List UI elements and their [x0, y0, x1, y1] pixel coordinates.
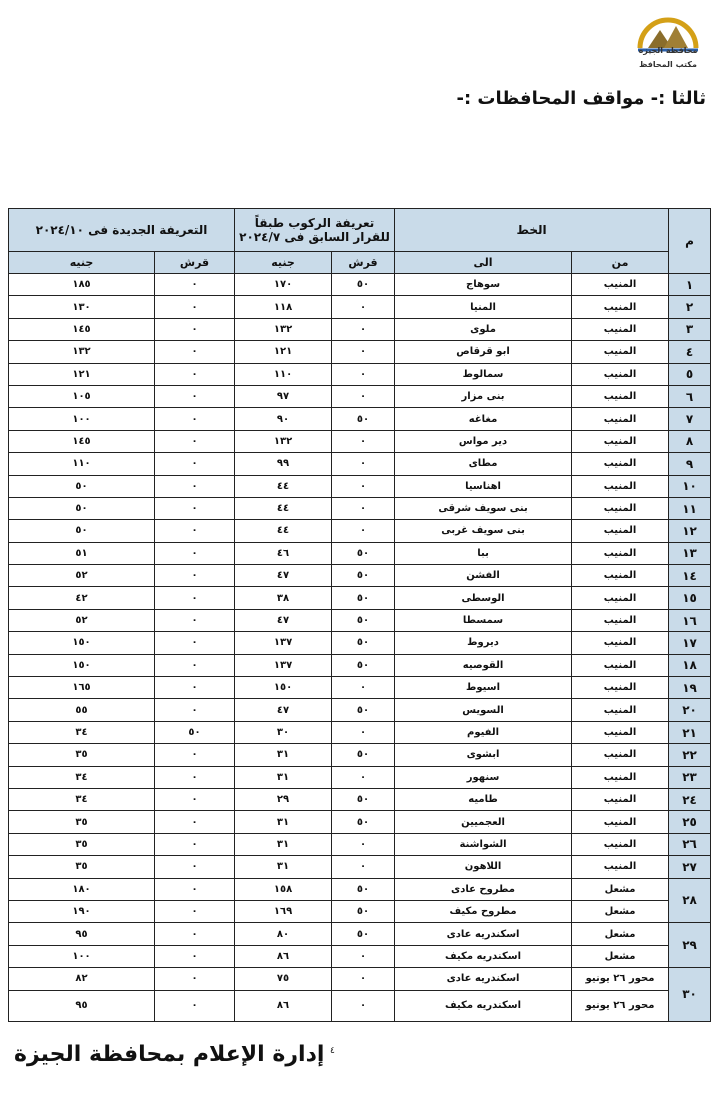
old-qirsh-cell: ٠: [332, 363, 395, 385]
row-number: ٣٠: [669, 968, 711, 1021]
from-cell: المنيب: [572, 497, 669, 519]
old-pound-cell: ١٣٧: [235, 632, 332, 654]
to-cell: سمالوط: [395, 363, 572, 385]
from-cell: المنيب: [572, 542, 669, 564]
row-number: ١٩: [669, 677, 711, 699]
row-number: ٣: [669, 318, 711, 340]
from-cell: المنيب: [572, 721, 669, 743]
old-qirsh-cell: ٠: [332, 520, 395, 542]
old-qirsh-cell: ٠: [332, 677, 395, 699]
from-cell: المنيب: [572, 788, 669, 810]
new-qirsh-cell: ٠: [155, 766, 235, 788]
logo-caption-office: مكتب المحافظ: [639, 60, 697, 69]
old-pound-cell: ١٣٢: [235, 318, 332, 340]
to-cell: بنى سويف شرقى: [395, 497, 572, 519]
new-pound-cell: ٣٤: [9, 788, 155, 810]
new-qirsh-cell: ٠: [155, 497, 235, 519]
to-cell: القوصيه: [395, 654, 572, 676]
to-cell: اسكندريه عادى: [395, 923, 572, 945]
old-qirsh-cell: ٠: [332, 475, 395, 497]
from-cell: المنيب: [572, 766, 669, 788]
new-pound-cell: ١٠٠: [9, 408, 155, 430]
table-row: [9, 296, 711, 318]
row-number: ٢٦: [669, 833, 711, 855]
row-number: ٢٩: [669, 923, 711, 968]
header-to: الى: [395, 252, 572, 274]
row-number: ١٢: [669, 520, 711, 542]
to-cell: اسيوط: [395, 677, 572, 699]
new-qirsh-cell: ٠: [155, 565, 235, 587]
to-cell: الفشن: [395, 565, 572, 587]
to-cell: السويس: [395, 699, 572, 721]
old-qirsh-cell: ٥٠: [332, 408, 395, 430]
row-number: ١١: [669, 497, 711, 519]
old-qirsh-cell: ٠: [332, 430, 395, 452]
to-cell: اسكندريه مكيف: [395, 945, 572, 967]
from-cell: المنيب: [572, 341, 669, 363]
new-pound-cell: ١٥٠: [9, 654, 155, 676]
new-qirsh-cell: ٠: [155, 542, 235, 564]
new-pound-cell: ٨٢: [9, 968, 155, 990]
from-cell: المنيب: [572, 632, 669, 654]
old-pound-cell: ٩٧: [235, 385, 332, 407]
old-pound-cell: ٨٠: [235, 923, 332, 945]
old-pound-cell: ٤٤: [235, 497, 332, 519]
new-qirsh-cell: ٠: [155, 274, 235, 296]
to-cell: الوسطى: [395, 587, 572, 609]
old-qirsh-cell: ٥٠: [332, 274, 395, 296]
table-row: [9, 699, 711, 721]
row-number: ٢: [669, 296, 711, 318]
to-cell: مغاغه: [395, 408, 572, 430]
table-row: [9, 654, 711, 676]
header-new-pound: جنيه: [9, 252, 155, 274]
old-pound-cell: ٣١: [235, 744, 332, 766]
old-pound-cell: ١٣٢: [235, 430, 332, 452]
header-from: من: [572, 252, 669, 274]
old-qirsh-cell: ٠: [332, 497, 395, 519]
table-row: [9, 363, 711, 385]
old-qirsh-cell: ٠: [332, 833, 395, 855]
old-qirsh-cell: ٥٠: [332, 565, 395, 587]
table-row: [9, 274, 711, 296]
from-cell: المنيب: [572, 453, 669, 475]
to-cell: ملوى: [395, 318, 572, 340]
old-qirsh-cell: ٥٠: [332, 609, 395, 631]
new-pound-cell: ٥٠: [9, 497, 155, 519]
new-pound-cell: ٩٥: [9, 923, 155, 945]
old-qirsh-cell: ٥٠: [332, 900, 395, 922]
new-qirsh-cell: ٠: [155, 856, 235, 878]
from-cell: المنيب: [572, 408, 669, 430]
to-cell: الفيوم: [395, 721, 572, 743]
new-pound-cell: ١٥٠: [9, 632, 155, 654]
old-pound-cell: ٤٤: [235, 520, 332, 542]
to-cell: ببا: [395, 542, 572, 564]
to-cell: سوهاج: [395, 274, 572, 296]
new-qirsh-cell: ٠: [155, 408, 235, 430]
table-row: [9, 453, 711, 475]
from-cell: مشعل: [572, 878, 669, 900]
header-new-fare: التعريفة الجديدة فى ٢٠٢٤/١٠: [9, 209, 235, 252]
from-cell: المنيب: [572, 699, 669, 721]
from-cell: المنيب: [572, 833, 669, 855]
from-cell: المنيب: [572, 318, 669, 340]
new-pound-cell: ٣٥: [9, 744, 155, 766]
new-pound-cell: ٤٢: [9, 587, 155, 609]
old-qirsh-cell: ٠: [332, 721, 395, 743]
table-row: [9, 811, 711, 833]
table-row: [9, 475, 711, 497]
old-qirsh-cell: ٠: [332, 296, 395, 318]
from-cell: المنيب: [572, 811, 669, 833]
old-pound-cell: ٣١: [235, 811, 332, 833]
old-pound-cell: ٤٧: [235, 565, 332, 587]
old-pound-cell: ١٦٩: [235, 900, 332, 922]
row-number: ١٣: [669, 542, 711, 564]
new-pound-cell: ٥١: [9, 542, 155, 564]
old-qirsh-cell: ٠: [332, 341, 395, 363]
fares-table: [8, 208, 711, 1022]
row-number: ٩: [669, 453, 711, 475]
fares-table-container: [8, 208, 710, 1011]
to-cell: سمسطا: [395, 609, 572, 631]
new-qirsh-cell: ٠: [155, 923, 235, 945]
from-cell: المنيب: [572, 296, 669, 318]
old-qirsh-cell: ٥٠: [332, 542, 395, 564]
table-row: [9, 788, 711, 810]
new-qirsh-cell: ٠: [155, 900, 235, 922]
old-pound-cell: ٩٠: [235, 408, 332, 430]
from-cell: المنيب: [572, 677, 669, 699]
table-row: [9, 878, 711, 900]
old-pound-cell: ١٥٠: [235, 677, 332, 699]
to-cell: بنى مزار: [395, 385, 572, 407]
from-cell: محور ٢٦ يونيو: [572, 968, 669, 990]
row-number: ١٥: [669, 587, 711, 609]
new-pound-cell: ٣٥: [9, 833, 155, 855]
old-pound-cell: ١١٨: [235, 296, 332, 318]
to-cell: ابشوى: [395, 744, 572, 766]
table-row: [9, 900, 711, 922]
row-number: ٢٤: [669, 788, 711, 810]
row-number: ٧: [669, 408, 711, 430]
old-pound-cell: ٣٨: [235, 587, 332, 609]
from-cell: محور ٢٦ يونيو: [572, 990, 669, 1021]
old-pound-cell: ٤٧: [235, 609, 332, 631]
new-pound-cell: ١٨٥: [9, 274, 155, 296]
old-pound-cell: ٨٦: [235, 990, 332, 1021]
old-qirsh-cell: ٥٠: [332, 923, 395, 945]
old-qirsh-cell: ٠: [332, 990, 395, 1021]
new-pound-cell: ١٦٥: [9, 677, 155, 699]
to-cell: بنى سويف غربى: [395, 520, 572, 542]
to-cell: ابو قرقاص: [395, 341, 572, 363]
new-qirsh-cell: ٠: [155, 990, 235, 1021]
section-title-text: ثالثا :- مواقف المحافظات :-: [456, 88, 706, 109]
table-row: [9, 833, 711, 855]
new-qirsh-cell: ٠: [155, 587, 235, 609]
from-cell: المنيب: [572, 856, 669, 878]
header-new-qirsh: قرش: [155, 252, 235, 274]
row-number: ١٧: [669, 632, 711, 654]
old-pound-cell: ٧٥: [235, 968, 332, 990]
row-number: ٢٢: [669, 744, 711, 766]
row-number: ١٤: [669, 565, 711, 587]
table-row: [9, 587, 711, 609]
from-cell: المنيب: [572, 744, 669, 766]
row-number: ٥: [669, 363, 711, 385]
page-number: ٤: [330, 1046, 335, 1056]
from-cell: المنيب: [572, 520, 669, 542]
new-qirsh-cell: ٥٠: [155, 721, 235, 743]
new-pound-cell: ٩٥: [9, 990, 155, 1021]
table-row: [9, 542, 711, 564]
table-row: [9, 341, 711, 363]
from-cell: المنيب: [572, 274, 669, 296]
new-qirsh-cell: ٠: [155, 453, 235, 475]
row-number: ١٨: [669, 654, 711, 676]
row-number: ٢٥: [669, 811, 711, 833]
from-cell: المنيب: [572, 475, 669, 497]
new-pound-cell: ١٤٥: [9, 430, 155, 452]
old-qirsh-cell: ٥٠: [332, 632, 395, 654]
to-cell: اهناسيا: [395, 475, 572, 497]
new-qirsh-cell: ٠: [155, 318, 235, 340]
header-num: م: [669, 209, 711, 274]
new-pound-cell: ١٤٥: [9, 318, 155, 340]
footer-text: إدارة الإعلام بمحافظة الجيزة: [14, 1042, 325, 1067]
to-cell: ديروط: [395, 632, 572, 654]
to-cell: دير مواس: [395, 430, 572, 452]
header-line: الخط: [395, 209, 669, 252]
row-number: ٢٧: [669, 856, 711, 878]
table-row: [9, 923, 711, 945]
new-qirsh-cell: ٠: [155, 609, 235, 631]
row-number: ٢٣: [669, 766, 711, 788]
to-cell: العجميين: [395, 811, 572, 833]
new-pound-cell: ٣٥: [9, 811, 155, 833]
new-qirsh-cell: ٠: [155, 632, 235, 654]
to-cell: المنيا: [395, 296, 572, 318]
new-qirsh-cell: ٠: [155, 811, 235, 833]
new-qirsh-cell: ٠: [155, 520, 235, 542]
new-qirsh-cell: ٠: [155, 677, 235, 699]
table-row: [9, 632, 711, 654]
new-pound-cell: ٥٢: [9, 609, 155, 631]
new-pound-cell: ١٠٠: [9, 945, 155, 967]
to-cell: الشواشنة: [395, 833, 572, 855]
new-pound-cell: ١٣٠: [9, 296, 155, 318]
new-qirsh-cell: ٠: [155, 430, 235, 452]
old-qirsh-cell: ٥٠: [332, 878, 395, 900]
new-qirsh-cell: ٠: [155, 968, 235, 990]
row-number: ٤: [669, 341, 711, 363]
row-number: ٢١: [669, 721, 711, 743]
new-qirsh-cell: ٠: [155, 475, 235, 497]
table-row: [9, 677, 711, 699]
old-pound-cell: ٤٤: [235, 475, 332, 497]
to-cell: طاميه: [395, 788, 572, 810]
new-qirsh-cell: ٠: [155, 833, 235, 855]
new-qirsh-cell: ٠: [155, 363, 235, 385]
old-qirsh-cell: ٥٠: [332, 788, 395, 810]
to-cell: مطروح عادى: [395, 878, 572, 900]
to-cell: اسكندريه عادى: [395, 968, 572, 990]
new-qirsh-cell: ٠: [155, 744, 235, 766]
new-pound-cell: ٥٢: [9, 565, 155, 587]
new-qirsh-cell: ٠: [155, 654, 235, 676]
to-cell: مطروح مكيف: [395, 900, 572, 922]
old-pound-cell: ٤٦: [235, 542, 332, 564]
row-number: ٢٨: [669, 878, 711, 923]
new-qirsh-cell: ٠: [155, 945, 235, 967]
from-cell: مشعل: [572, 923, 669, 945]
new-pound-cell: ٥٠: [9, 520, 155, 542]
header-old-qirsh: قرش: [332, 252, 395, 274]
old-qirsh-cell: ٥٠: [332, 744, 395, 766]
old-pound-cell: ١١٠: [235, 363, 332, 385]
from-cell: المنيب: [572, 654, 669, 676]
to-cell: اسكندريه مكيف: [395, 990, 572, 1021]
logo-caption-governorate: محافظة الجيزة: [638, 46, 698, 55]
old-qirsh-cell: ٥٠: [332, 699, 395, 721]
new-pound-cell: ١٩٠: [9, 900, 155, 922]
old-qirsh-cell: ٠: [332, 945, 395, 967]
old-pound-cell: ٢٩: [235, 788, 332, 810]
old-pound-cell: ٣١: [235, 833, 332, 855]
table-row: [9, 766, 711, 788]
to-cell: سنهور: [395, 766, 572, 788]
section-title: [456, 88, 706, 109]
new-pound-cell: ٥٠: [9, 475, 155, 497]
old-pound-cell: ٩٩: [235, 453, 332, 475]
old-pound-cell: ٨٦: [235, 945, 332, 967]
old-pound-cell: ١٣٧: [235, 654, 332, 676]
new-pound-cell: ٣٤: [9, 721, 155, 743]
new-qirsh-cell: ٠: [155, 699, 235, 721]
from-cell: المنيب: [572, 430, 669, 452]
old-pound-cell: ١٧٠: [235, 274, 332, 296]
old-pound-cell: ١٢١: [235, 341, 332, 363]
table-row: [9, 609, 711, 631]
from-cell: مشعل: [572, 900, 669, 922]
row-number: ٨: [669, 430, 711, 452]
row-number: ٦: [669, 385, 711, 407]
new-pound-cell: ٣٥: [9, 856, 155, 878]
new-qirsh-cell: ٠: [155, 385, 235, 407]
new-qirsh-cell: ٠: [155, 878, 235, 900]
old-qirsh-cell: ٥٠: [332, 654, 395, 676]
old-pound-cell: ١٥٨: [235, 878, 332, 900]
table-row: [9, 565, 711, 587]
new-pound-cell: ١٢١: [9, 363, 155, 385]
old-pound-cell: ٣١: [235, 856, 332, 878]
old-qirsh-cell: ٠: [332, 856, 395, 878]
from-cell: المنيب: [572, 363, 669, 385]
table-row: [9, 385, 711, 407]
from-cell: المنيب: [572, 609, 669, 631]
old-pound-cell: ٤٧: [235, 699, 332, 721]
table-row: [9, 968, 711, 990]
new-pound-cell: ١١٠: [9, 453, 155, 475]
old-qirsh-cell: ٥٠: [332, 587, 395, 609]
old-pound-cell: ٣١: [235, 766, 332, 788]
new-pound-cell: ١٠٥: [9, 385, 155, 407]
row-number: ١٠: [669, 475, 711, 497]
from-cell: المنيب: [572, 587, 669, 609]
table-row: [9, 856, 711, 878]
from-cell: المنيب: [572, 565, 669, 587]
table-row: [9, 318, 711, 340]
table-row: [9, 721, 711, 743]
fares-table-body: [9, 274, 711, 1022]
old-qirsh-cell: ٠: [332, 318, 395, 340]
new-qirsh-cell: ٠: [155, 341, 235, 363]
new-pound-cell: ٣٤: [9, 766, 155, 788]
table-row: [9, 990, 711, 1021]
new-pound-cell: ١٣٢: [9, 341, 155, 363]
new-qirsh-cell: ٠: [155, 788, 235, 810]
row-number: ١٦: [669, 609, 711, 631]
old-qirsh-cell: ٠: [332, 385, 395, 407]
table-row: [9, 430, 711, 452]
to-cell: اللاهون: [395, 856, 572, 878]
new-pound-cell: ٥٥: [9, 699, 155, 721]
table-row: [9, 408, 711, 430]
to-cell: مطاى: [395, 453, 572, 475]
header-old-pound: جنيه: [235, 252, 332, 274]
new-pound-cell: ١٨٠: [9, 878, 155, 900]
table-row: [9, 520, 711, 542]
table-row: [9, 945, 711, 967]
row-number: ١: [669, 274, 711, 296]
row-number: ٢٠: [669, 699, 711, 721]
header-old-fare: تعريفة الركوب طبقاً للقرار السابق فى ٢٠٢٤/٧: [235, 209, 395, 252]
old-qirsh-cell: ٠: [332, 968, 395, 990]
from-cell: المنيب: [572, 385, 669, 407]
old-qirsh-cell: ٠: [332, 453, 395, 475]
old-qirsh-cell: ٥٠: [332, 811, 395, 833]
table-row: [9, 497, 711, 519]
new-qirsh-cell: ٠: [155, 296, 235, 318]
table-row: [9, 744, 711, 766]
old-qirsh-cell: ٠: [332, 766, 395, 788]
from-cell: مشعل: [572, 945, 669, 967]
old-pound-cell: ٣٠: [235, 721, 332, 743]
